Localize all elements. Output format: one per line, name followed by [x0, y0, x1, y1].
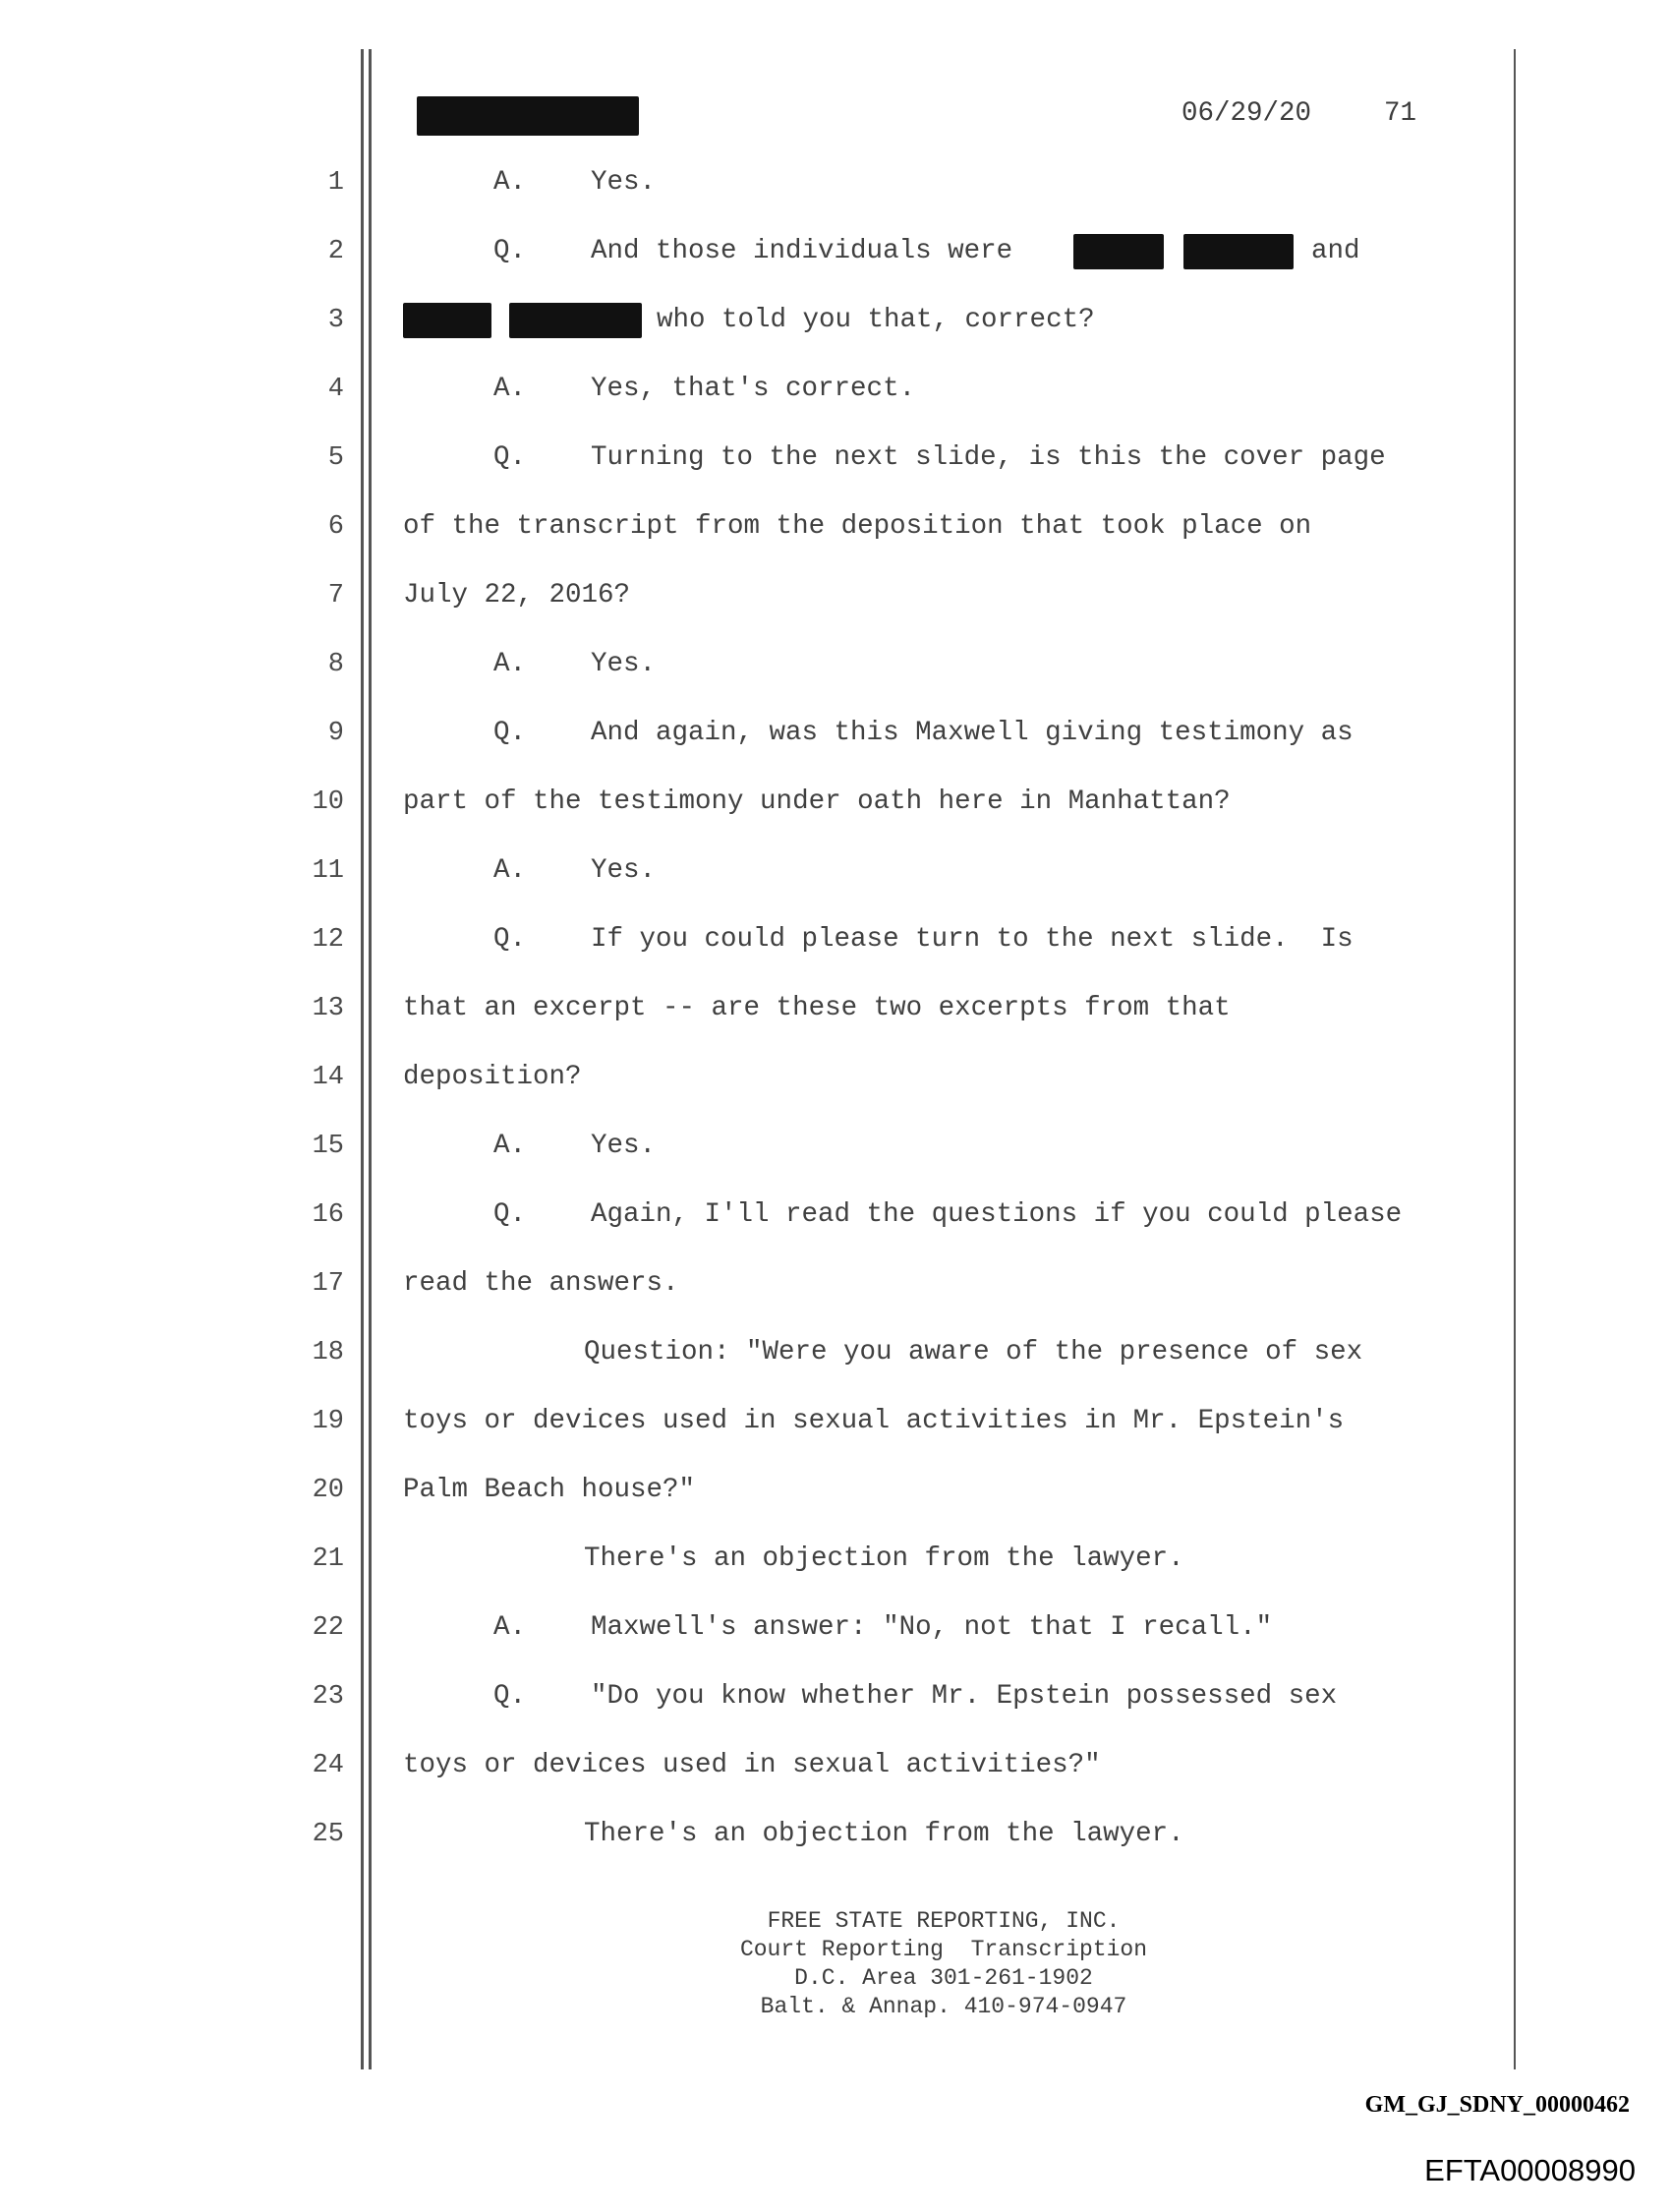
transcript-date: 06/29/20	[1181, 98, 1312, 129]
transcript-line: There's an objection from the lawyer.	[584, 1543, 1184, 1574]
transcript-line: A. Yes.	[493, 1131, 657, 1161]
line-number: 20	[312, 1476, 344, 1505]
line-number: 13	[312, 994, 344, 1023]
line-number: 1	[327, 168, 344, 198]
line-number: 25	[312, 1820, 344, 1849]
bates-number: GM_GJ_SDNY_00000462	[1364, 2092, 1630, 2118]
transcript-line-end: and	[1311, 236, 1360, 266]
line-number: 14	[312, 1063, 344, 1092]
reporter-balt-phone: Balt. & Annap. 410-974-0947	[760, 1994, 1127, 2019]
name-redaction-box	[1073, 234, 1164, 269]
line-number: 6	[327, 512, 344, 542]
header-redaction-box	[417, 96, 639, 136]
transcript-line: July 22, 2016?	[403, 580, 631, 611]
transcript-line: A. Maxwell's answer: "No, not that I recall."	[493, 1612, 1273, 1643]
line-number: 17	[312, 1269, 344, 1299]
line-number: 3	[327, 306, 344, 335]
reporter-footer	[609, 1907, 1278, 2021]
line-number: 23	[312, 1682, 344, 1712]
line-number: 9	[327, 719, 344, 748]
transcript-line: Q. And again, was this Maxwell giving testimony as	[493, 718, 1354, 748]
left-margin-rule-inner	[369, 49, 372, 2069]
transcript-line: Q. Turning to the next slide, is this the cover page	[493, 442, 1386, 473]
name-redaction-box	[1183, 234, 1294, 269]
line-number: 4	[327, 375, 344, 404]
transcript-line: read the answers.	[403, 1268, 679, 1299]
right-margin-rule	[1514, 49, 1516, 2069]
line-number: 5	[327, 443, 344, 473]
transcript-line: Q. And those individuals were	[493, 236, 1013, 266]
line-number: 2	[327, 237, 344, 266]
transcript-line: Q. "Do you know whether Mr. Epstein possessed sex	[493, 1681, 1338, 1712]
line-number: 18	[312, 1338, 344, 1368]
line-number: 19	[312, 1407, 344, 1436]
transcript-line: deposition?	[403, 1062, 582, 1092]
line-number: 24	[312, 1751, 344, 1780]
transcript-line: Palm Beach house?"	[403, 1475, 696, 1505]
line-number: 21	[312, 1544, 344, 1574]
transcript-line: A. Yes, that's correct.	[493, 374, 916, 404]
transcript-line: Q. Again, I'll read the questions if you could please	[493, 1199, 1403, 1230]
transcript-line: A. Yes.	[493, 855, 657, 886]
transcript-line: There's an objection from the lawyer.	[584, 1819, 1184, 1849]
left-margin-rule-outer	[361, 49, 364, 2069]
reporter-service: Court Reporting Transcription	[739, 1937, 1148, 1962]
line-number: 16	[312, 1200, 344, 1230]
line-number: 8	[327, 650, 344, 679]
name-redaction-box	[509, 303, 642, 338]
transcript-line: that an excerpt -- are these two excerpts from that	[403, 993, 1231, 1023]
line-number: 12	[312, 925, 344, 955]
line-number: 22	[312, 1613, 344, 1643]
reporter-company: FREE STATE REPORTING, INC.	[767, 1908, 1121, 1934]
transcript-line: toys or devices used in sexual activities?"	[403, 1750, 1101, 1780]
transcript-line: Q. If you could please turn to the next slide. Is	[493, 924, 1354, 955]
transcript-line: who told you that, correct?	[657, 305, 1095, 335]
line-number: 15	[312, 1132, 344, 1161]
line-number: 11	[312, 856, 344, 886]
efta-number: EFTA00008990	[1424, 2153, 1636, 2187]
reporter-dc-phone: D.C. Area 301-261-1902	[794, 1965, 1093, 1991]
transcript-line: part of the testimony under oath here in Manhattan?	[403, 786, 1231, 817]
name-redaction-box	[403, 303, 491, 338]
line-number: 10	[312, 787, 344, 817]
transcript-line: Question: "Were you aware of the presence of sex	[584, 1337, 1363, 1368]
transcript-line: of the transcript from the deposition that took place on	[403, 511, 1312, 542]
line-number: 7	[327, 581, 344, 611]
page-number: 71	[1384, 98, 1417, 129]
transcript-line: A. Yes.	[493, 167, 657, 198]
transcript-line: toys or devices used in sexual activities in Mr. Epstein's	[403, 1406, 1345, 1436]
transcript-line: A. Yes.	[493, 649, 657, 679]
